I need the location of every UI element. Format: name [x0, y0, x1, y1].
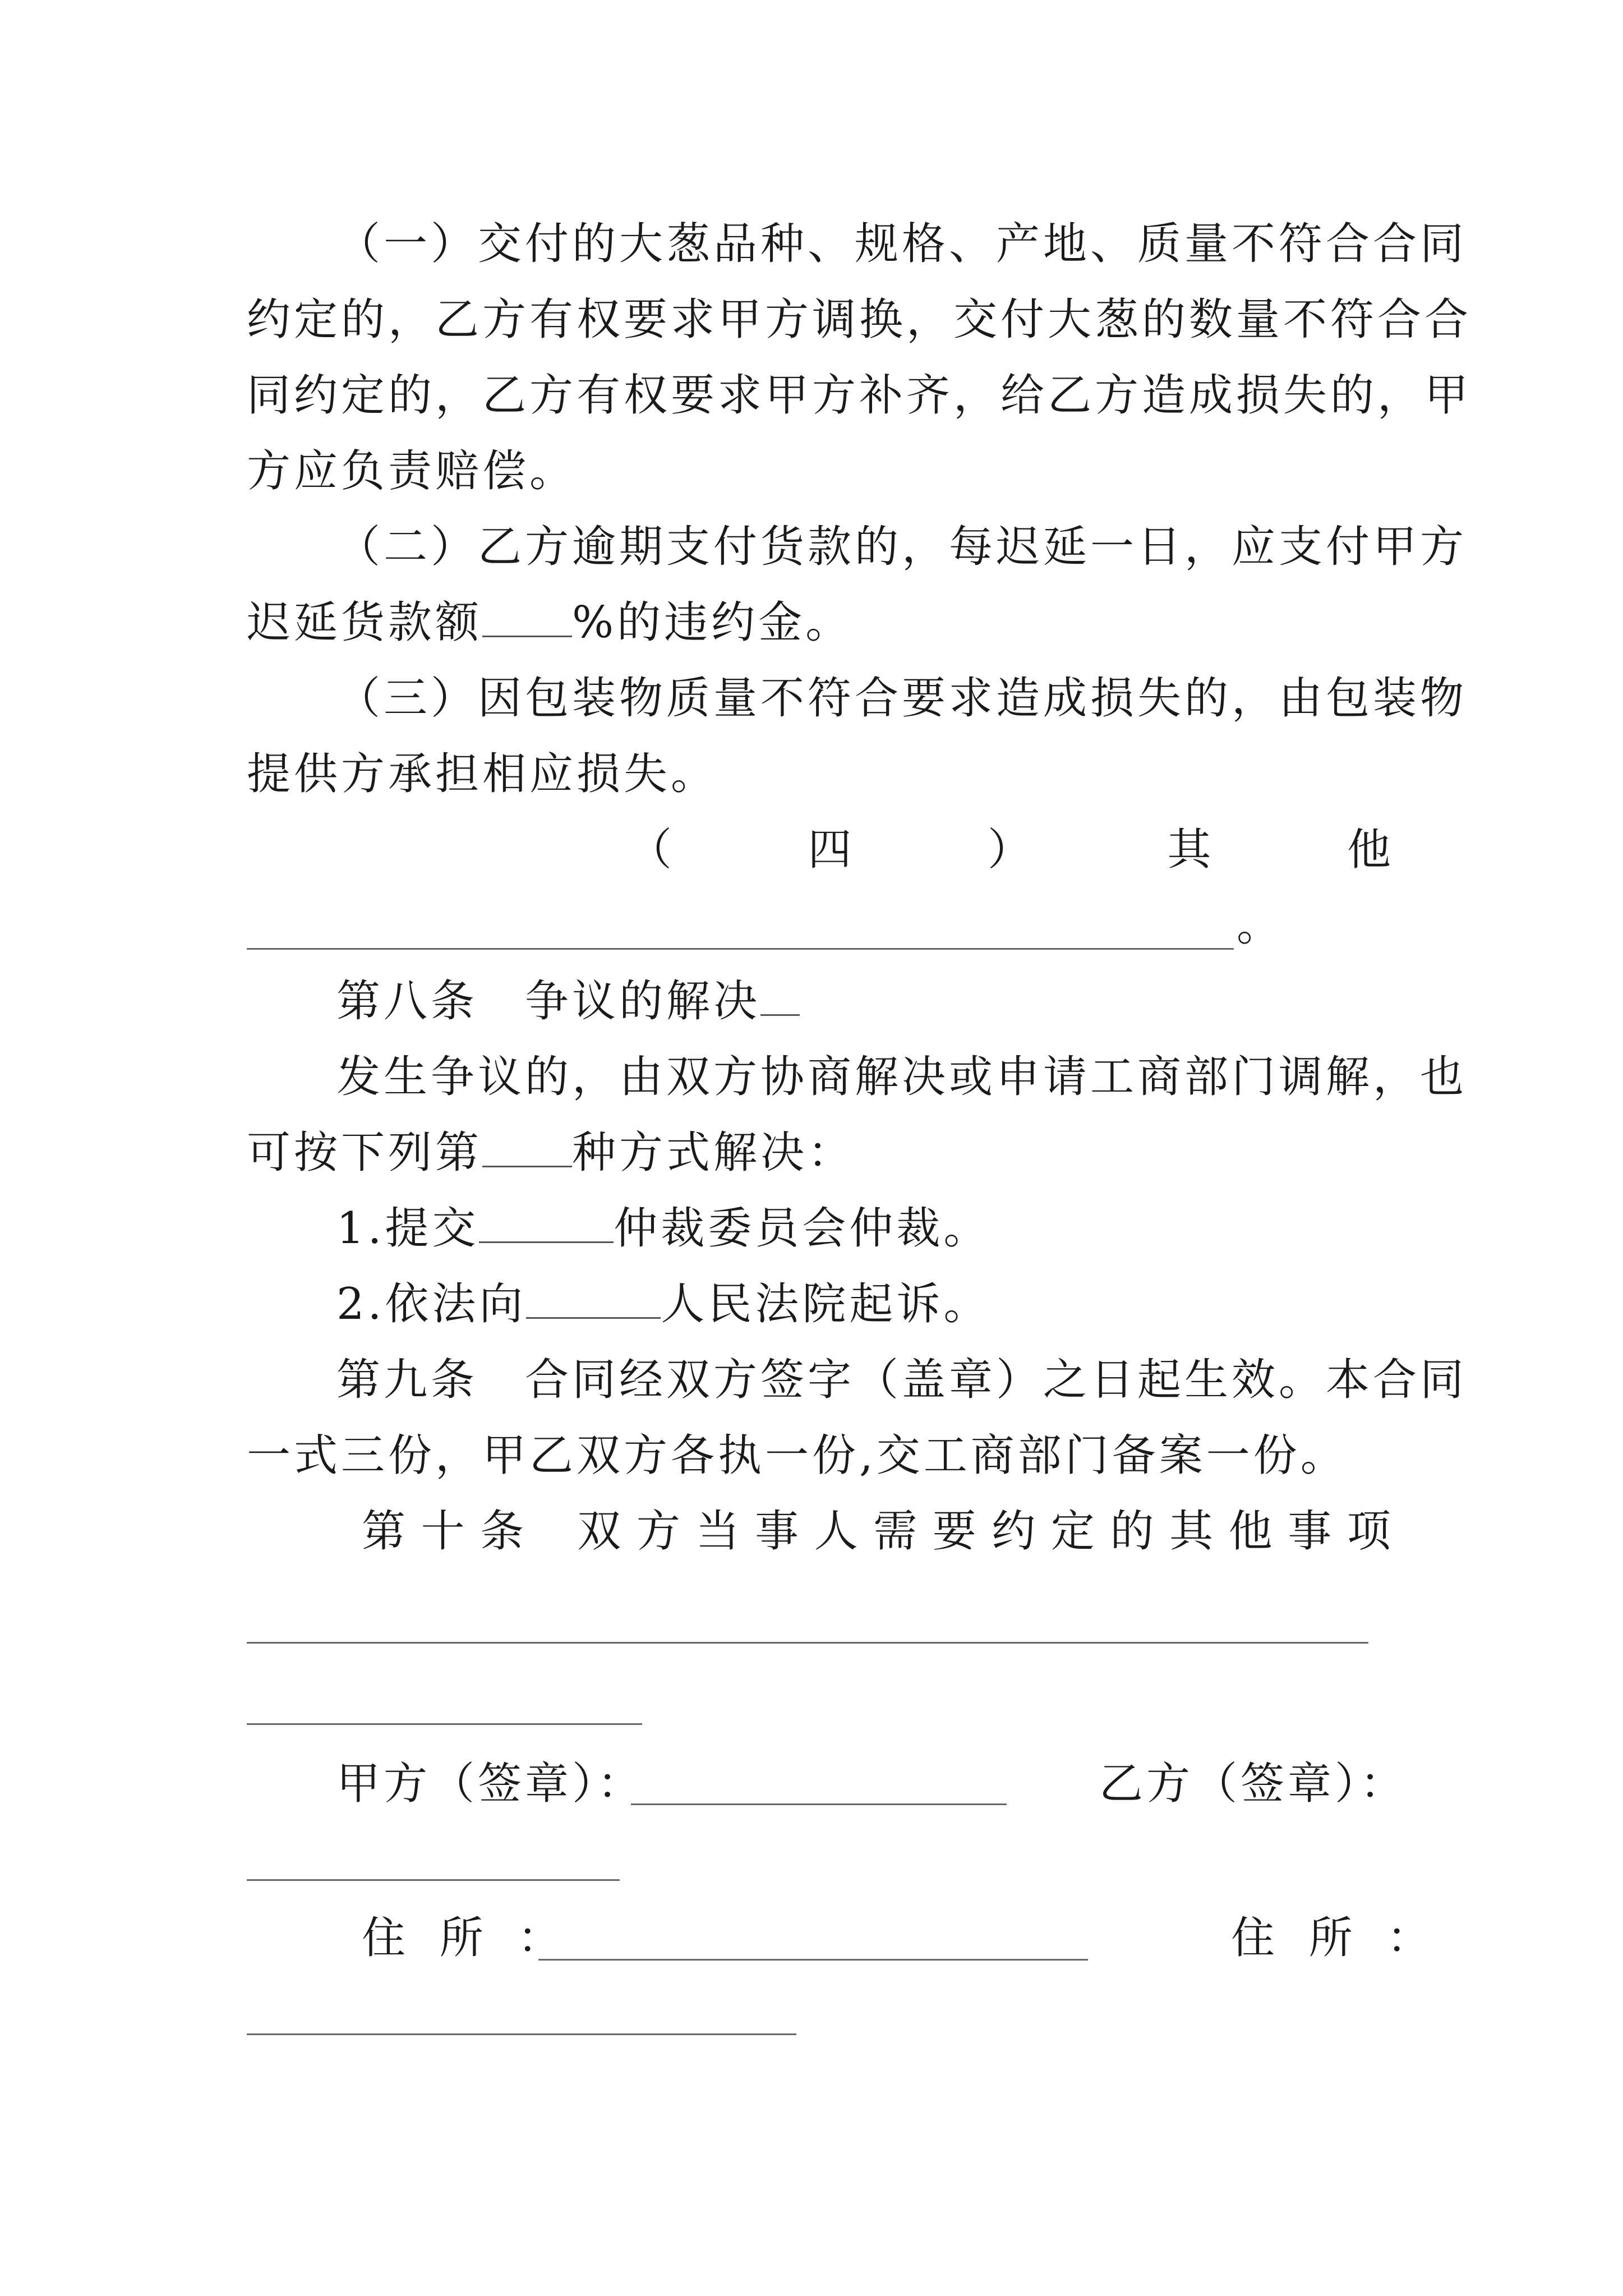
article-10-char: 人 — [814, 1506, 858, 1557]
clause-1-line-3: 同约定的，乙方有权要求甲方补齐，给乙方造成损失的，甲 — [247, 370, 1472, 421]
party-a-signature-label: 甲方（签章）： — [336, 1759, 645, 1809]
other-matters-blank-line-1[interactable] — [247, 1642, 1368, 1644]
clause-2-line-1: （二）乙方逾期支付货款的，每迟延一日，应支付甲方 — [336, 522, 1468, 572]
clause-4-blank-line[interactable] — [247, 948, 1234, 950]
clause-2-text-after-blank: %的违约金。 — [572, 597, 853, 648]
clause-2-line-2 — [247, 595, 1391, 651]
clause-4-char-2: 四 — [808, 825, 852, 875]
option-1-text-after-blank: 仲裁委员会仲裁。 — [614, 1203, 991, 1254]
article-10-char: 其 — [1169, 1506, 1214, 1557]
clause-4-char-5: 他 — [1347, 825, 1391, 875]
article-10-heading — [362, 1503, 1391, 1559]
article-10-char: 约 — [992, 1506, 1036, 1557]
article-8-title-text: 第八条 争议的解决 — [336, 976, 761, 1027]
clause-4-char-4: 其 — [1167, 825, 1211, 875]
party-b-signature-label: 乙方（签章）： — [1099, 1759, 1408, 1809]
article-8-option-2 — [336, 1276, 1391, 1332]
article-10-char: 的 — [1110, 1506, 1154, 1557]
article-9-line-2: 一式三份，甲乙双方各执一份,交工商部门备案一份。 — [247, 1430, 1348, 1481]
article-10-spacer — [540, 1503, 562, 1559]
article-10-char: 事 — [755, 1506, 799, 1557]
article-8-text-after-blank: 种方式解决： — [572, 1128, 855, 1178]
article-10-char: 需 — [873, 1506, 917, 1557]
clause-4-char-3: ） — [987, 825, 1031, 875]
article-9-line-1: 第九条 合同经双方签字（盖章）之日起生效。本合同 — [336, 1355, 1468, 1405]
article-10-char: 事 — [1288, 1506, 1332, 1557]
article-10-char: 十 — [421, 1506, 465, 1557]
option-1-text-before-blank: 1.提交 — [336, 1203, 479, 1254]
penalty-rate-blank[interactable] — [482, 595, 572, 637]
article-8-title — [336, 973, 1391, 1029]
party-b-address-blank[interactable] — [247, 2033, 796, 2035]
party-a-address-label: 住 所 ： — [362, 1913, 571, 1963]
article-10-char: 第 — [362, 1506, 406, 1557]
party-b-signature-blank[interactable] — [247, 1879, 620, 1881]
article-10-char: 他 — [1228, 1506, 1272, 1557]
article-10-char: 要 — [932, 1506, 976, 1557]
clause-1-line-2: 约定的，乙方有权要求甲方调换，交付大葱的数量不符合合 — [247, 295, 1472, 345]
party-a-address-blank[interactable] — [538, 1959, 1088, 1961]
party-a-signature-blank[interactable] — [631, 1803, 1007, 1805]
article-8-title-blank — [760, 974, 800, 1016]
article-10-char: 条 — [480, 1506, 524, 1557]
article-10-char: 当 — [695, 1506, 740, 1557]
clause-2-text-before-blank: 迟延货款额 — [247, 597, 483, 648]
court-name-blank[interactable] — [526, 1277, 661, 1319]
clause-4-end-mark: 。 — [1237, 900, 1284, 951]
party-b-address-label: 住 所 ： — [1231, 1913, 1441, 1963]
option-2-text-after-blank: 人民法院起诉。 — [661, 1279, 991, 1329]
article-10-char: 方 — [636, 1506, 680, 1557]
article-8-line-2 — [247, 1125, 1391, 1181]
clause-4-char-1: （ — [628, 825, 672, 875]
clause-1-line-4: 方应负责赔偿。 — [247, 446, 577, 496]
option-2-text-before-blank: 2.依法向 — [336, 1279, 527, 1329]
article-8-text-before-blank: 可按下列第 — [247, 1128, 483, 1178]
clause-4-heading — [628, 822, 1391, 878]
article-8-line-1: 发生争议的，由双方协商解决或申请工商部门调解，也 — [336, 1052, 1468, 1102]
clause-3-line-1: （三）因包装物质量不符合要求造成损失的，由包装物 — [336, 673, 1468, 724]
other-matters-blank-line-2[interactable] — [247, 1723, 642, 1725]
clause-1-line-1: （一）交付的大葱品种、规格、产地、质量不符合合同 — [336, 219, 1468, 269]
article-10-char: 双 — [577, 1506, 621, 1557]
article-10-char: 项 — [1347, 1506, 1391, 1557]
article-8-option-1 — [336, 1200, 1391, 1257]
clause-3-line-2: 提供方承担相应损失。 — [247, 749, 718, 799]
resolution-method-blank[interactable] — [482, 1125, 572, 1167]
article-10-char: 定 — [1050, 1506, 1095, 1557]
arbitration-committee-blank[interactable] — [479, 1201, 614, 1243]
